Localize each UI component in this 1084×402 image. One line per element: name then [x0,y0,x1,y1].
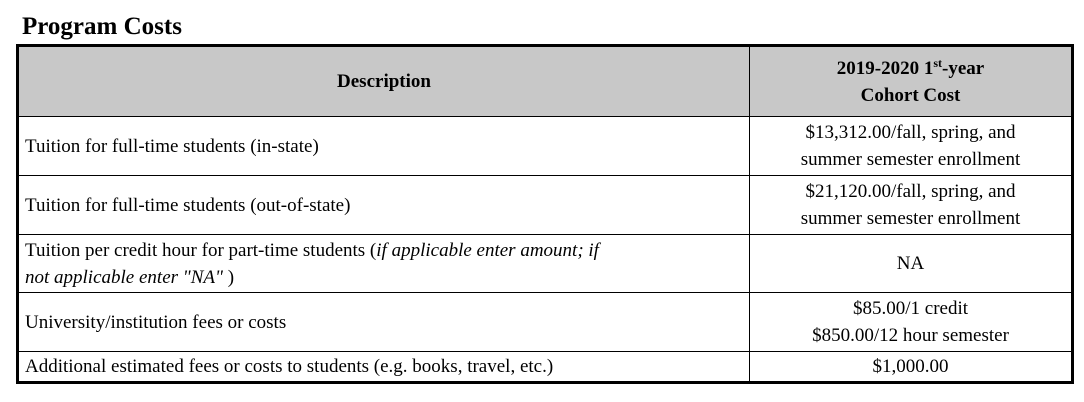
row-cost-line2: summer semester enrollment [800,208,1021,229]
row-description: Tuition for full-time students (in-state) [18,117,750,176]
row-cost [750,176,1073,235]
table-row [18,352,1073,383]
table-row [18,235,1073,293]
cohort-cost-header-line1-post: -year [942,57,985,79]
row-cost: $1,000.00 [750,352,1073,383]
row-description: Additional estimated fees or costs to students (e.g. books, travel, etc.) [18,352,750,383]
table-row [18,176,1073,235]
row-cost [750,293,1073,352]
row-cost-line2: $850.00/12 hour semester [812,325,1009,346]
cohort-cost-header [750,46,1073,117]
program-costs-table [16,44,1074,384]
row-cost-line2: summer semester enrollment [800,149,1021,170]
cohort-cost-header-superscript: st [933,55,943,70]
row-cost: NA [750,235,1073,293]
row-description: University/institution fees or costs [18,293,750,352]
table-header-row [18,46,1073,117]
table-row [18,293,1073,352]
cohort-cost-header-line1-pre: 2019-2020 1 [836,57,934,79]
row-description: Tuition for full-time students (out-of-state) [18,176,750,235]
cohort-cost-header-line2: Cohort Cost [860,84,961,106]
page-title: Program Costs [22,13,182,40]
row-description-italic-1: if applicable enter amount; if [376,239,599,261]
row-cost-line1: $85.00/1 credit [852,298,969,319]
row-description-text: Tuition per credit hour for part-time students ( [25,239,377,261]
row-description-italic-2: not applicable enter "NA" [25,266,224,288]
row-cost-line1: $13,312.00/fall, spring, and [805,122,1016,143]
description-header: Description [18,46,750,117]
row-cost [750,117,1073,176]
row-cost-line1: $21,120.00/fall, spring, and [805,181,1016,202]
table-row [18,117,1073,176]
row-description-close: ) [223,266,235,288]
row-description [18,235,750,293]
